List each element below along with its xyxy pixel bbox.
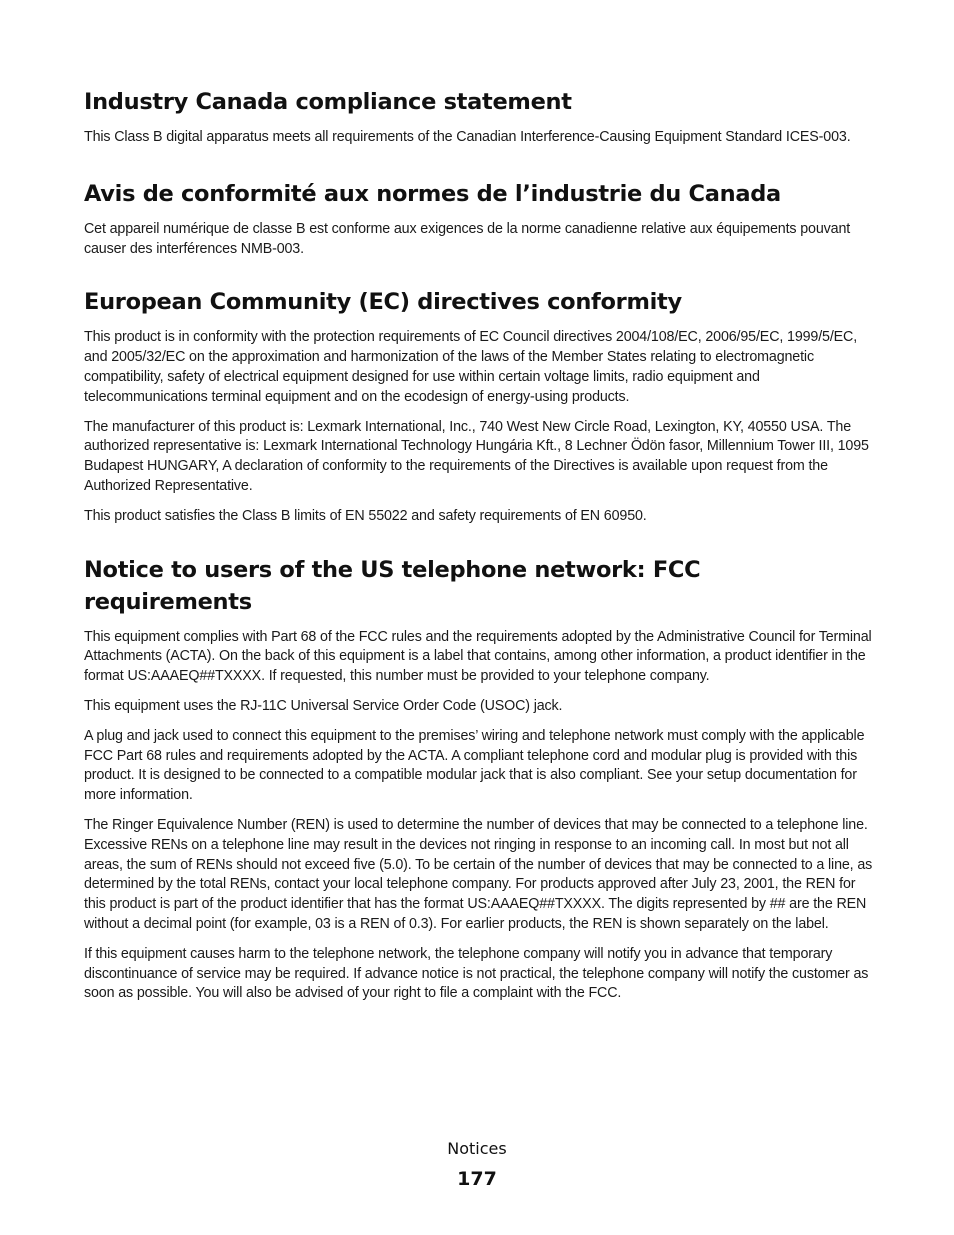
section-ec-directives <box>84 286 874 526</box>
section-heading: Avis de conformité aux normes de l’industrie du Canada <box>84 180 781 207</box>
section-heading: Industry Canada compliance statement <box>84 89 572 115</box>
section-heading: European Community (EC) directives conformity <box>84 289 682 316</box>
paragraph: If this equipment causes harm to the telephone network, the telephone company will notify you in advance that temporary discontinuance of service may be required. If advance notice is not practical, the telephone company will notify the customer as soon as possible. You will also be advised of your right to file a complaint with the FCC. <box>84 945 869 1002</box>
page-footer <box>0 1138 954 1192</box>
section-fcc-requirements <box>84 554 874 1005</box>
paragraph: This product is in conformity with the protection requirements of EC Council directives 2004/108/EC, 2006/95/EC, 1999/5/EC, and 2005/32/EC on the approximation and harmonization of the laws of the Member States relating to electromagnetic compatibility, safety of electrical equipment designed for use within certain voltage limits, radio equipment and telecommunications terminal equipment and on the ecodesign of energy-using products. <box>84 329 858 405</box>
document-body <box>84 86 874 1014</box>
paragraph: This equipment uses the RJ-11C Universal Service Order Code (USOC) jack. <box>84 697 563 714</box>
paragraph: A plug and jack used to connect this equipment to the premises’ wiring and telephone network must comply with the applicable FCC Part 68 rules and requirements adopted by the ACTA. A compliant telephone cord and modular plug is provided with this product. It is designed to be connected to a compatible modular jack that is also compliant. See your setup documentation for more information. <box>84 727 865 804</box>
section-heading: Notice to users of the US telephone network: FCC requirements <box>84 556 701 615</box>
footer-section-label: Notices <box>447 1139 507 1158</box>
paragraph: This Class B digital apparatus meets all requirements of the Canadian Interference-Causing Equipment Standard ICES-003. <box>84 129 851 145</box>
section-avis-canada <box>84 178 874 260</box>
page-number: 177 <box>457 1168 497 1190</box>
section-industry-canada <box>84 86 874 148</box>
paragraph: This equipment complies with Part 68 of the FCC rules and the requirements adopted by the Administrative Council for Terminal Attachments (ACTA). On the back of this equipment is a label that contains, among other information, a product identifier in the format US:AAAEQ##TXXXX. If requested, this number must be provided to your telephone company. <box>84 628 872 685</box>
paragraph: The Ringer Equivalence Number (REN) is used to determine the number of devices that may be connected to a telephone line. Excessive RENs on a telephone line may result in the devices not ringing in response to an incoming call. In most but not all areas, the sum of RENs should not exceed five (5.0). To be certain of the number of devices that may be connected to a line, as determined by the total RENs, contact your local telephone company. For products approved after July 23, 2001, the REN for this product is part of the product identifier that has the format US:AAAEQ##TXXXX. The digits represented by ## are the REN without a decimal point (for example, 03 is a REN of 0.3). For earlier products, the REN is shown separately on the label. <box>84 816 873 932</box>
paragraph: This product satisfies the Class B limits of EN 55022 and safety requirements of EN 60950. <box>84 507 647 524</box>
paragraph: Cet appareil numérique de classe B est conforme aux exigences de la norme canadienne relative aux équipements pouvant causer des interférences NMB-003. <box>84 220 851 257</box>
paragraph: The manufacturer of this product is: Lexmark International, Inc., 740 West New Circle Road, Lexington, KY, 40550 USA. The authorized representative is: Lexmark International Technology Hungária Kft., 8 Lechner Ödön fasor, Millennium Tower III, 1095 Budapest HUNGARY, A declaration of conformity to the requirements of the Directives is available upon request from the Authorized Representative. <box>84 418 869 494</box>
